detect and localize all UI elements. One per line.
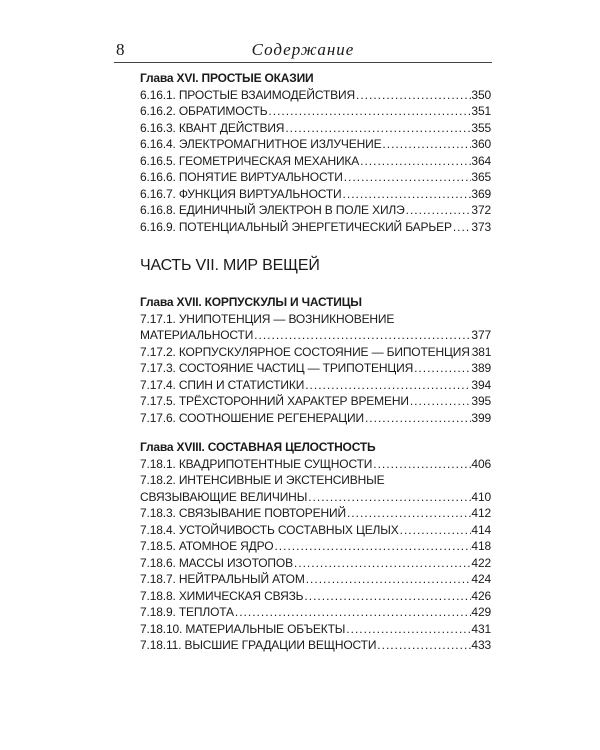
dot-leader (234, 604, 472, 621)
toc-entry-title: СВЯЗЫВАЮЩИЕ ВЕЛИЧИНЫ (140, 489, 308, 504)
toc-page-number: 431 (471, 621, 491, 636)
toc-entry-title: 7.18.8. ХИМИЧЕСКАЯ СВЯЗЬ (140, 588, 304, 603)
toc-entry-title: 6.16.9. ПОТЕНЦИАЛЬНЫЙ ЭНЕРГЕТИЧЕСКИЙ БАРЬЕР (140, 219, 452, 234)
chapter-section (140, 294, 491, 426)
toc-entry-title: 6.16.1. ПРОСТЫЕ ВЗАИМОДЕЙСТВИЯ (140, 87, 355, 102)
dot-leader (253, 327, 471, 344)
toc-page-number: 364 (471, 153, 491, 168)
toc-entry[interactable] (140, 311, 491, 328)
toc-entry[interactable] (140, 153, 491, 170)
toc-entry[interactable] (140, 637, 491, 654)
dot-leader (359, 153, 471, 170)
dot-leader (376, 637, 471, 654)
toc-page-number: 399 (471, 410, 491, 425)
dot-leader (452, 219, 472, 236)
chapter-section (140, 439, 491, 654)
toc-entry-title: 7.17.6. СООТНОШЕНИЕ РЕГЕНЕРАЦИИ (140, 410, 364, 425)
dot-leader (364, 410, 471, 427)
toc-entry[interactable] (140, 344, 491, 361)
dot-leader (355, 87, 471, 104)
toc-page-number: 424 (471, 572, 491, 586)
toc-entry[interactable] (140, 621, 491, 638)
toc-entry-title: 7.18.2. ИНТЕНСИВНЫЕ И ЭКСТЕНСИВНЫЕ (140, 473, 385, 487)
dot-leader (303, 588, 471, 605)
dot-leader (293, 555, 472, 572)
toc-entry-title: 6.16.8. ЕДИНИЧНЫЙ ЭЛЕКТРОН В ПОЛЕ ХИЛЭ (140, 203, 405, 217)
toc-page-number: 350 (471, 87, 491, 102)
toc-entry-title: 7.18.4. УСТОЙЧИВОСТЬ СОСТАВНЫХ ЦЕЛЫХ (140, 522, 399, 537)
toc-entry[interactable] (140, 571, 491, 588)
toc-entry-title: 7.17.1. УНИПОТЕНЦИЯ — ВОЗНИКНОВЕНИЕ (140, 311, 395, 326)
toc-page-number: 406 (471, 456, 491, 471)
page-number: 8 (116, 40, 125, 59)
toc-page-number: 377 (471, 328, 491, 342)
toc-page-number: 422 (471, 555, 491, 570)
toc-entry-title: 6.16.2. ОБРАТИМОСТЬ (140, 104, 268, 118)
toc-entry[interactable] (140, 202, 491, 219)
toc-entry[interactable] (140, 522, 491, 539)
toc-page-number: 355 (471, 120, 491, 135)
toc-entry-title: 7.18.11. ВЫСШИЕ ГРАДАЦИИ ВЕЩНОСТИ (140, 638, 377, 652)
toc-entry[interactable] (140, 186, 491, 203)
dot-leader (399, 522, 472, 539)
running-title: Содержание (251, 40, 355, 59)
toc-entry-title: 7.17.3. СОСТОЯНИЕ ЧАСТИЦ — ТРИПОТЕНЦИЯ (140, 361, 414, 375)
toc-entry[interactable] (140, 136, 491, 153)
toc-page-number: 389 (471, 361, 491, 375)
toc-entry-title: 7.18.9. ТЕПЛОТА (140, 605, 234, 619)
part-heading: ЧАСТЬ VII. МИР ВЕЩЕЙ (140, 257, 320, 274)
toc-entry-title: 6.16.7. ФУНКЦИЯ ВИРТУАЛЬНОСТИ (140, 186, 342, 201)
chapter-heading: Глава XVIII. СОСТАВНАЯ ЦЕЛОСТНОСТЬ (140, 440, 376, 454)
dot-leader (381, 136, 471, 153)
toc-page-number: 414 (471, 522, 491, 537)
toc-page-number: 360 (471, 137, 491, 151)
dot-leader (405, 202, 472, 219)
running-header (114, 40, 492, 63)
toc-entry-title: 7.18.5. АТОМНОЕ ЯДРО (140, 539, 274, 553)
chapter-heading: Глава XVI. ПРОСТЫЕ ОКАЗИИ (140, 71, 314, 85)
dot-leader (273, 538, 471, 555)
toc-entry[interactable] (140, 505, 491, 522)
toc-entry[interactable] (140, 538, 491, 555)
dot-leader (267, 103, 471, 120)
toc-entry[interactable] (140, 604, 491, 621)
toc-page-number: 351 (471, 104, 491, 118)
dot-leader (284, 120, 471, 137)
chapter-heading: Глава XVII. КОРПУСКУЛЫ И ЧАСТИЦЫ (140, 295, 362, 309)
toc-page-number: 429 (471, 605, 491, 619)
toc-entry[interactable] (140, 472, 491, 489)
toc-entry-title: 7.18.7. НЕЙТРАЛЬНЫЙ АТОМ (140, 572, 305, 586)
toc-page-number: 410 (471, 489, 491, 504)
toc-entry[interactable] (140, 555, 491, 572)
toc-entry-title: 7.17.2. КОРПУСКУЛЯРНОЕ СОСТОЯНИЕ — БИПОТЕНЦИЯ (140, 344, 470, 359)
toc-entry[interactable] (140, 327, 491, 344)
toc-page-number: 395 (471, 394, 491, 408)
dot-leader (307, 489, 471, 506)
dot-leader (304, 377, 471, 394)
toc-entry-title: 7.17.5. ТРЁХСТОРОННИЙ ХАРАКТЕР ВРЕМЕНИ (140, 394, 409, 408)
toc-entry-title: 6.16.6. ПОНЯТИЕ ВИРТУАЛЬНОСТИ (140, 170, 343, 184)
toc-entry[interactable] (140, 393, 491, 410)
toc-entry-title: 6.16.4. ЭЛЕКТРОМАГНИТНОЕ ИЗЛУЧЕНИЕ (140, 137, 382, 151)
dot-leader (413, 360, 471, 377)
toc-entry-title: 6.16.3. КВАНТ ДЕЙСТВИЯ (140, 120, 285, 135)
chapter-section (140, 70, 491, 235)
toc-entry[interactable] (140, 456, 491, 473)
toc-page-number: 365 (471, 170, 491, 184)
dot-leader (305, 571, 472, 588)
toc-entry-title: 7.18.6. МАССЫ ИЗОТОПОВ (140, 555, 293, 570)
toc-entry[interactable] (140, 489, 491, 506)
toc-page-number: 412 (471, 506, 491, 520)
dot-leader (345, 621, 471, 638)
toc-entry-title: МАТЕРИАЛЬНОСТИ (140, 328, 254, 342)
dot-leader (343, 169, 472, 186)
toc-entry[interactable] (140, 377, 491, 394)
toc-page-number: 433 (471, 638, 491, 652)
toc-page-number: 426 (471, 588, 491, 603)
toc-entry[interactable] (140, 169, 491, 186)
toc-entry-title: 7.17.4. СПИН И СТАТИСТИКИ (140, 377, 305, 392)
toc-page-number: 394 (471, 377, 491, 392)
toc-page-number: 373 (471, 219, 491, 234)
toc-entry[interactable] (140, 360, 491, 377)
toc-page-number: 381 (471, 344, 492, 359)
toc-entry[interactable] (140, 87, 491, 104)
toc-entry[interactable] (140, 410, 491, 427)
dot-leader (372, 456, 471, 473)
dot-leader (409, 393, 472, 410)
toc-entry-title: 7.18.1. КВАДРИПОТЕНТНЫЕ СУЩНОСТИ (140, 456, 373, 471)
toc-entry-title: 7.18.3. СВЯЗЫВАНИЕ ПОВТОРЕНИЙ (140, 506, 346, 520)
toc-entry[interactable] (140, 588, 491, 605)
toc-entry-title: 6.16.5. ГЕОМЕТРИЧЕСКАЯ МЕХАНИКА (140, 153, 360, 168)
dot-leader (342, 186, 472, 203)
toc-entry[interactable] (140, 120, 491, 137)
toc-page-number: 418 (471, 539, 491, 553)
toc-page-number: 369 (471, 186, 491, 201)
toc-page-number: 372 (471, 203, 491, 217)
dot-leader (346, 505, 471, 522)
toc-entry-title: 7.18.10. МАТЕРИАЛЬНЫЕ ОБЪЕКТЫ (140, 621, 346, 636)
toc-entry[interactable] (140, 103, 491, 120)
toc-entry[interactable] (140, 219, 491, 236)
